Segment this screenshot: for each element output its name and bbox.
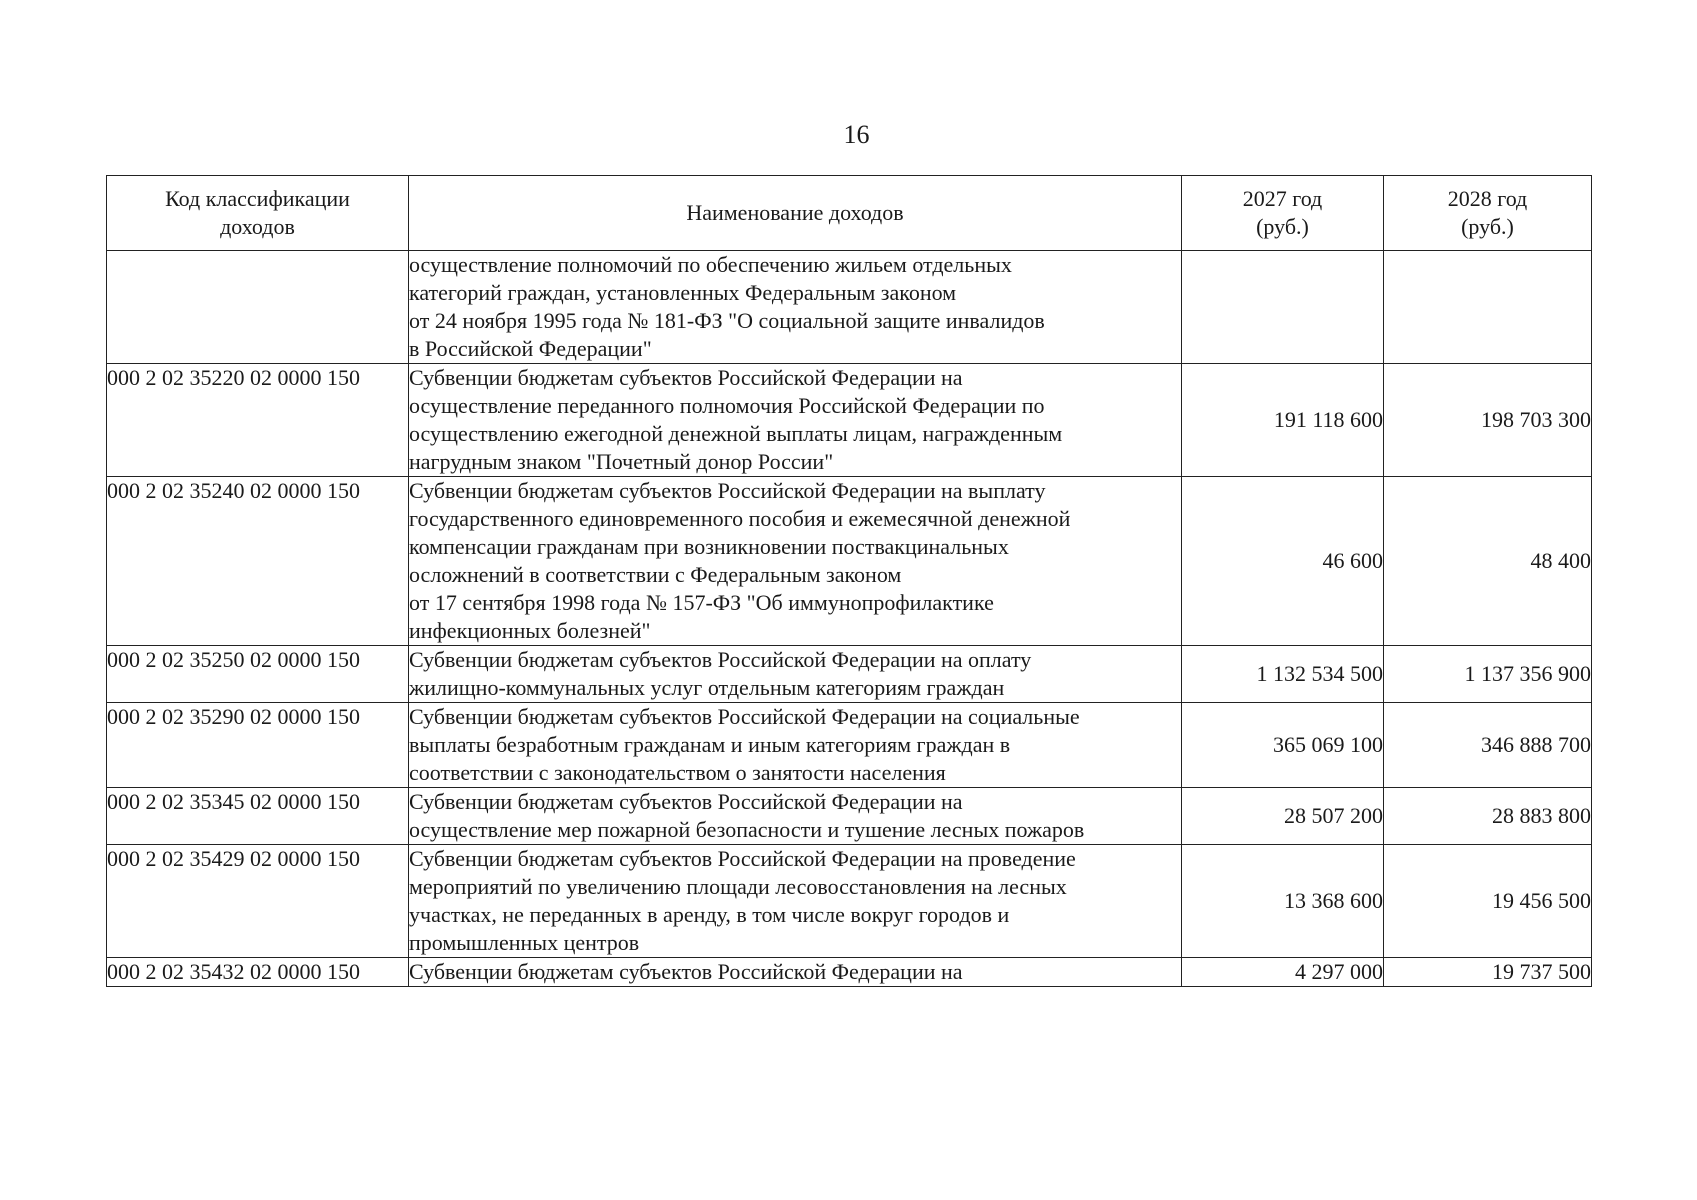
amount-2028-cell: 198 703 300 [1384,364,1592,477]
revenue-name-cell [409,845,1182,958]
revenue-name-cell [409,788,1182,845]
amount-2027-cell: 4 297 000 [1182,958,1384,987]
amount-2027-cell: 46 600 [1182,477,1384,646]
table-body [107,251,1592,987]
revenue-name-line: Субвенции бюджетам субъектов Российской Федерации на оплату [409,647,1032,672]
amount-2028-cell: 346 888 700 [1384,703,1592,788]
revenue-name-line: нагрудным знаком "Почетный донор России" [409,449,834,474]
amount-2027-cell: 13 368 600 [1182,845,1384,958]
header-name-label: Наименование доходов [686,200,904,225]
amount-2028-cell: 28 883 800 [1384,788,1592,845]
header-name [409,176,1182,251]
revenue-name-line: Субвенции бюджетам субъектов Российской Федерации на проведение [409,846,1076,871]
table-row [107,646,1592,703]
revenue-code-cell: 000 2 02 35240 02 0000 150 [107,477,409,646]
revenue-name-line: осуществление мер пожарной безопасности и тушение лесных пожаров [409,817,1085,842]
revenue-code-cell: 000 2 02 35250 02 0000 150 [107,646,409,703]
amount-2028-cell: 1 137 356 900 [1384,646,1592,703]
revenue-code-cell: 000 2 02 35345 02 0000 150 [107,788,409,845]
amount-2028-cell: 19 737 500 [1384,958,1592,987]
table-row [107,703,1592,788]
revenue-name-line: осуществление переданного полномочия Российской Федерации по [409,393,1045,418]
revenue-name-cell [409,958,1182,987]
revenue-code-cell: 000 2 02 35429 02 0000 150 [107,845,409,958]
table-row [107,251,1592,364]
revenue-name-line: выплаты безработным гражданам и иным категориям граждан в [409,732,1011,757]
revenue-name-line: государственного единовременного пособия и ежемесячной денежной [409,506,1071,531]
header-year-2027 [1182,176,1384,251]
amount-2027-cell: 365 069 100 [1182,703,1384,788]
revenue-name-line: Субвенции бюджетам субъектов Российской Федерации на [409,959,963,984]
amount-2027-cell: 1 132 534 500 [1182,646,1384,703]
revenue-name-line: в Российской Федерации" [409,336,652,361]
revenue-name-cell [409,477,1182,646]
revenue-name-cell [409,703,1182,788]
revenue-name-cell [409,251,1182,364]
revenue-name-line: участках, не переданных в аренду, в том числе вокруг городов и [409,902,1010,927]
revenue-name-cell [409,646,1182,703]
revenue-name-line: жилищно-коммунальных услуг отдельным категориям граждан [409,675,1005,700]
header-year-line: (руб.) [1256,214,1309,239]
page-number: 16 [843,120,870,149]
revenue-name-line: мероприятий по увеличению площади лесовосстановления на лесных [409,874,1067,899]
revenue-code-cell [107,251,409,364]
revenue-name-line: Субвенции бюджетам субъектов Российской Федерации на [409,365,963,390]
table-row [107,845,1592,958]
revenue-name-line: осуществление полномочий по обеспечению жильем отдельных [409,252,1012,277]
revenue-name-line: Субвенции бюджетам субъектов Российской Федерации на выплату [409,478,1046,503]
revenue-code-cell: 000 2 02 35220 02 0000 150 [107,364,409,477]
revenue-name-line: соответствии с законодательством о занятости населения [409,760,946,785]
revenue-name-line: инфекционных болезней" [409,618,651,643]
table-row [107,364,1592,477]
revenue-name-line: компенсации гражданам при возникновении поствакцинальных [409,534,1009,559]
revenue-name-line: осуществлению ежегодной денежной выплаты лицам, награжденным [409,421,1063,446]
revenue-name-line: от 17 сентября 1998 года № 157-ФЗ "Об иммунопрофилактике [409,590,994,615]
revenue-code-cell: 000 2 02 35290 02 0000 150 [107,703,409,788]
amount-2028-cell: 19 456 500 [1384,845,1592,958]
amount-2028-cell [1384,251,1592,364]
amount-2027-cell: 191 118 600 [1182,364,1384,477]
amount-2028-cell: 48 400 [1384,477,1592,646]
header-code-line: Код классификации [165,186,350,211]
revenue-name-line: осложнений в соответствии с Федеральным законом [409,562,902,587]
revenue-name-cell [409,364,1182,477]
table-row [107,788,1592,845]
header-year-line: 2028 год [1447,186,1528,211]
header-year-line: 2027 год [1242,186,1323,211]
table-row [107,958,1592,987]
table-header-row [107,176,1592,251]
revenue-name-line: Субвенции бюджетам субъектов Российской Федерации на социальные [409,704,1080,729]
header-year-2028 [1384,176,1592,251]
revenue-name-line: промышленных центров [409,930,640,955]
table-row [107,477,1592,646]
revenue-code-cell: 000 2 02 35432 02 0000 150 [107,958,409,987]
revenue-name-line: Субвенции бюджетам субъектов Российской Федерации на [409,789,963,814]
revenue-table [106,175,1592,987]
revenue-name-line: категорий граждан, установленных Федеральным законом [409,280,957,305]
revenue-name-line: от 24 ноября 1995 года № 181-ФЗ "О социальной защите инвалидов [409,308,1045,333]
header-code-line: доходов [220,214,295,239]
amount-2027-cell: 28 507 200 [1182,788,1384,845]
header-code [107,176,409,251]
header-year-line: (руб.) [1461,214,1514,239]
amount-2027-cell [1182,251,1384,364]
